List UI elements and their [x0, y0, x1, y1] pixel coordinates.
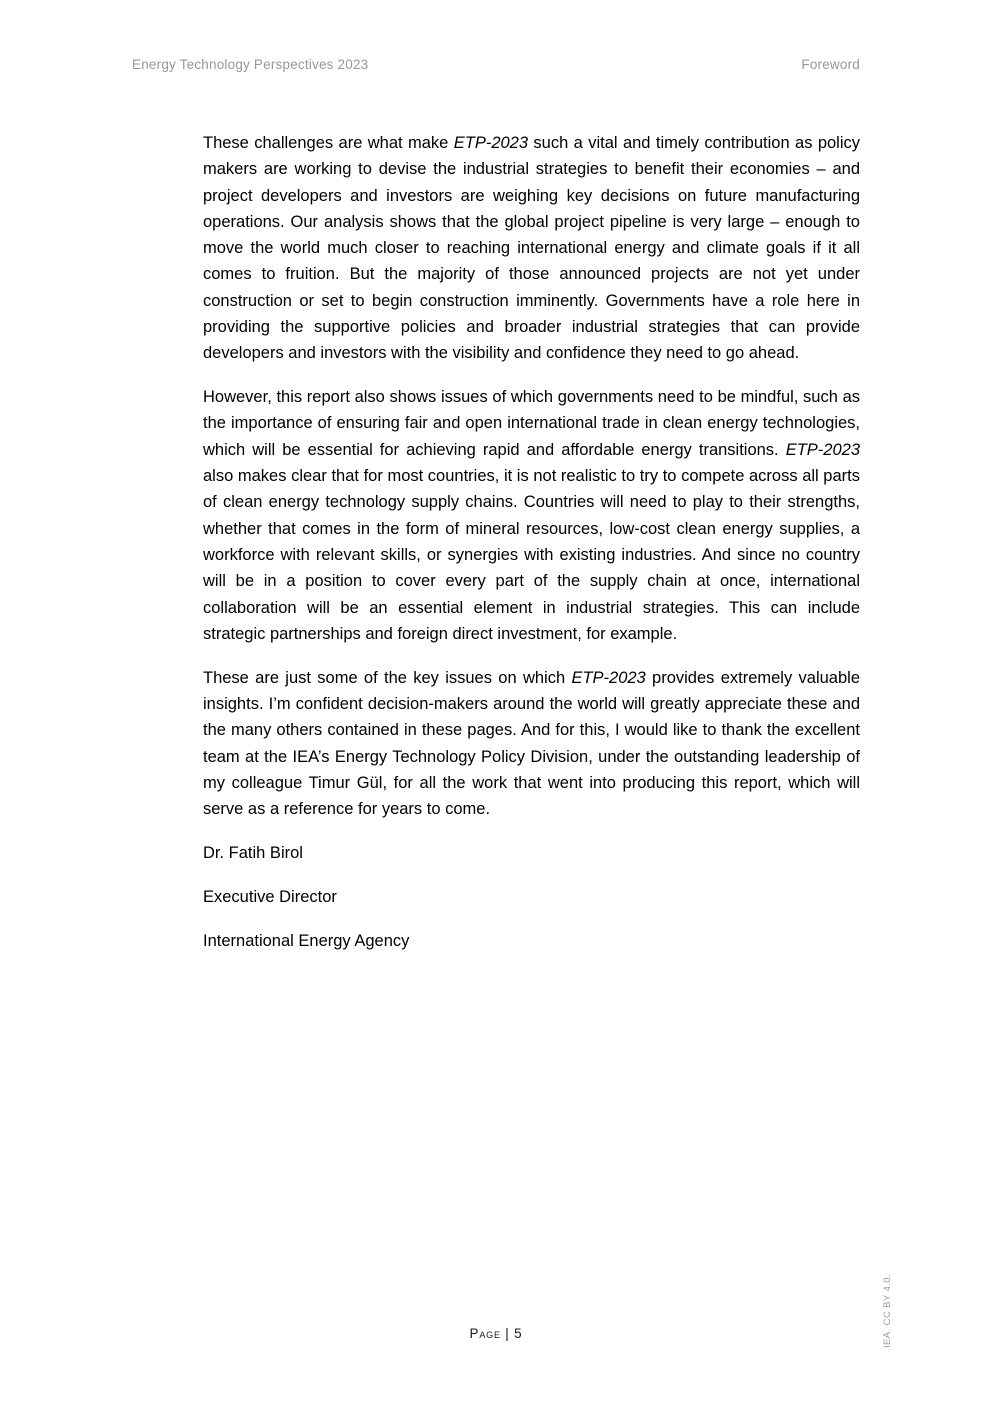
signature-line: Dr. Fatih Birol	[203, 843, 303, 862]
header-section-title: Foreword	[801, 57, 860, 72]
paragraph-text: provides extremely valuable insights. I’m confident decision-makers around the world will greatly appreciate these and the many others contained in these pages. And for this, I would like to thank the excellent team at the IEA’s Energy Technology Policy Division, under the outstanding leadership of my colleague Timur Gül, for all the work that went into producing this report, which will serve as a reference for years to come.	[203, 668, 860, 819]
page-number-label: Page | 5	[469, 1326, 523, 1341]
report-title-italic: ETP-2023	[785, 440, 860, 459]
header-document-title: Energy Technology Perspectives 2023	[132, 57, 369, 72]
foreword-body	[203, 130, 860, 971]
paragraph	[203, 665, 860, 823]
paragraph	[203, 130, 860, 367]
license-note	[882, 1274, 893, 1348]
signature-line: International Energy Agency	[203, 931, 410, 950]
report-title-italic: ETP-2023	[453, 134, 529, 152]
paragraph-text: However, this report also shows issues of which governments need to be mindful, such as the importance of ensuring fair and open international trade in clean energy technologies, which will be essential for achieving rapid and affordable energy transitions.	[203, 388, 860, 459]
paragraph-text: such a vital and timely contribution as policy makers are working to devise the industrial strategies to benefit their economies – and project developers and investors are weighing key decisions on future manufacturing operations. Our analysis shows that the global project pipeline is very large – enough to move the world much closer to reaching international energy and climate goals if it all comes to fruition. But the majority of those announced projects are not yet under construction or set to begin construction imminently. Governments have a role here in providing the supportive policies and broader industrial strategies that can provide developers and investors with the visibility and confidence they need to go ahead.	[203, 134, 861, 363]
running-header	[132, 57, 860, 72]
paragraph-text: also makes clear that for most countries, it is not realistic to try to compete across all parts of clean energy technology supply chains. Countries will need to play to their strengths, whether that comes in the form of mineral resources, low-cost clean energy supplies, a workforce with relevant skills, or synergies with existing industries. And since no country will be in a position to cover every part of the supply chain at once, international collaboration will be an essential element in industrial strategies. This can include strategic partnerships and foreign direct investment, for example.	[203, 467, 860, 643]
report-title-italic: ETP-2023	[571, 668, 646, 687]
page-number	[0, 1326, 992, 1341]
foreword-paragraphs	[203, 130, 860, 822]
signature-line: Executive Director	[203, 887, 337, 906]
license-note-label: IEA. CC BY 4.0.	[882, 1274, 893, 1348]
paragraph-text: These are just some of the key issues on which	[203, 668, 572, 687]
paragraph-text: These challenges are what make	[203, 134, 454, 152]
signature-block	[203, 840, 860, 954]
paragraph	[203, 384, 860, 647]
